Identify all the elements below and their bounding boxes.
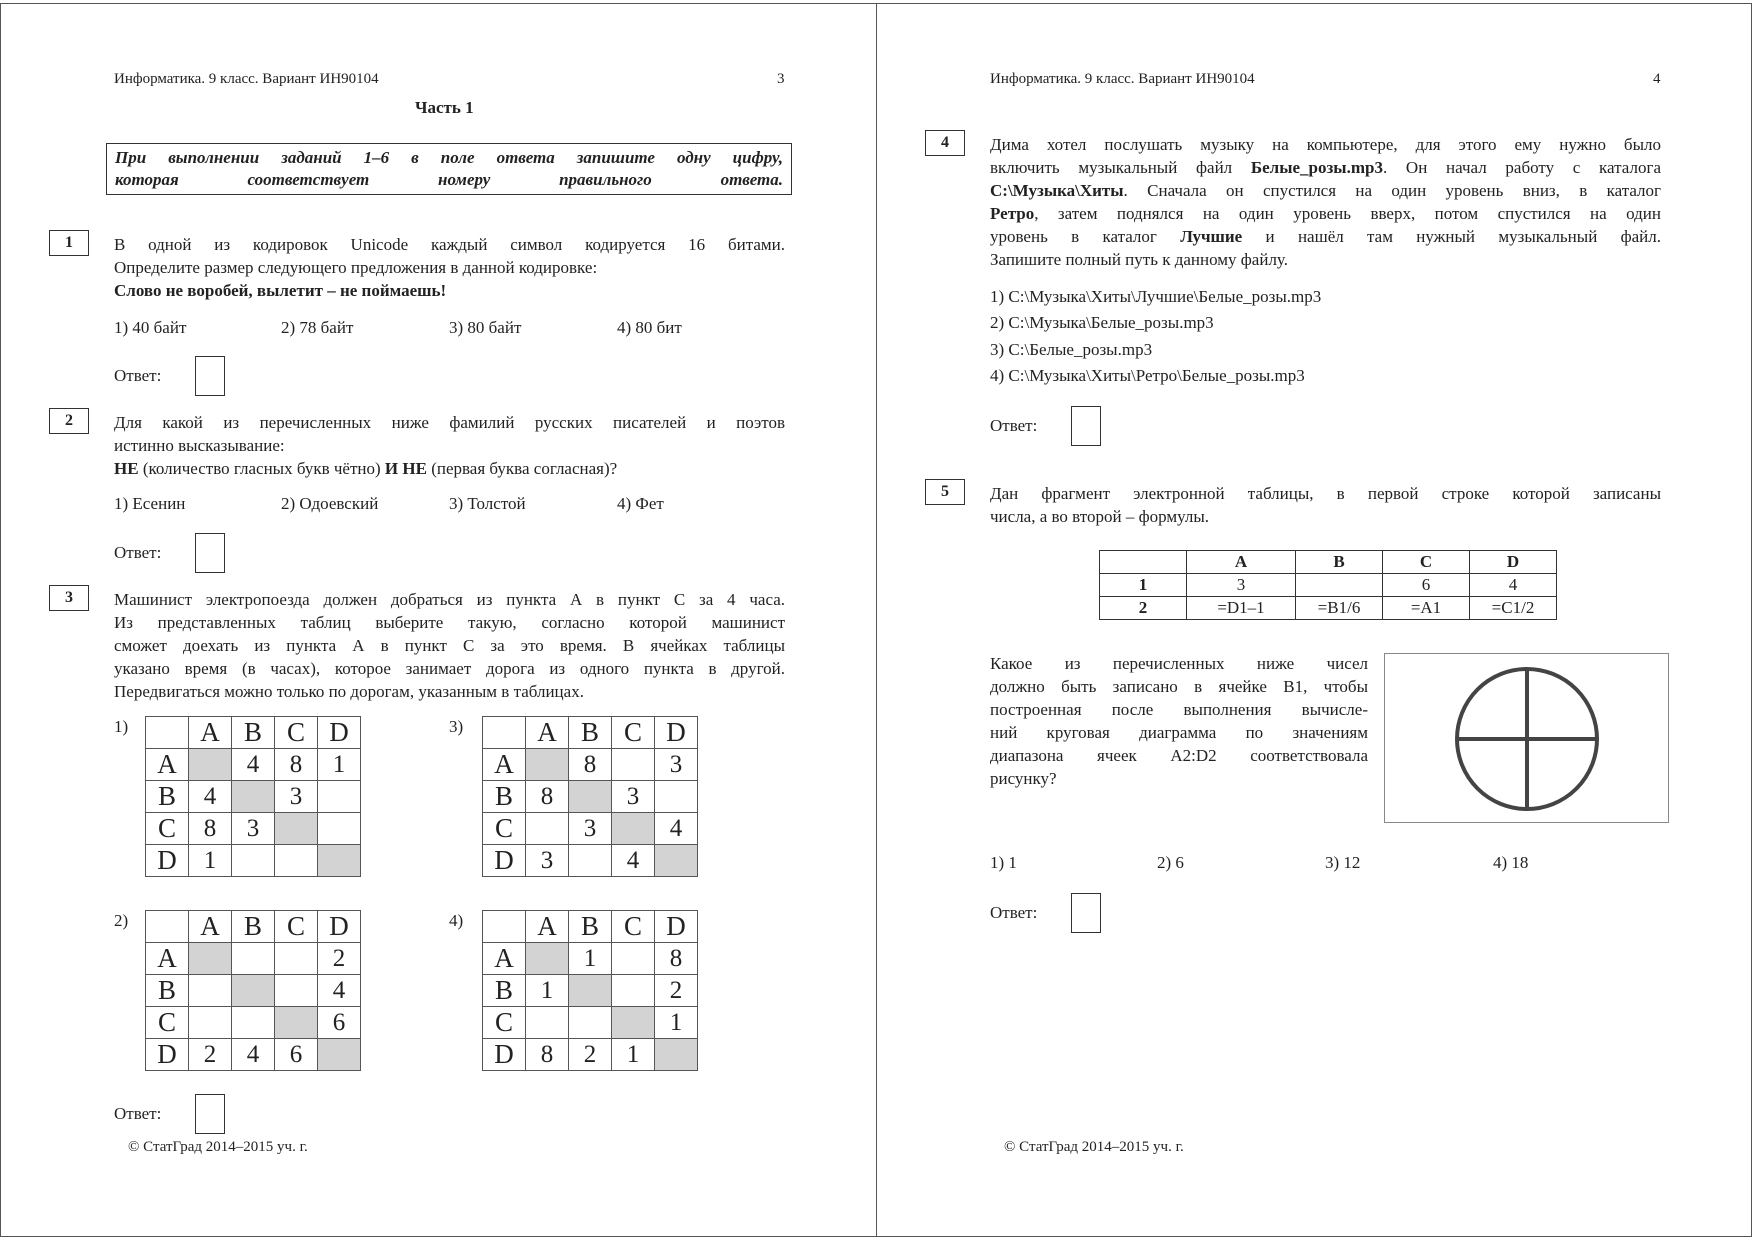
table-cell: A bbox=[483, 749, 526, 781]
table-cell: 8 bbox=[526, 1039, 569, 1071]
table-cell: 3 bbox=[232, 813, 275, 845]
table-cell: B bbox=[232, 911, 275, 943]
question-1-number: 1 bbox=[49, 230, 89, 256]
table-cell bbox=[232, 943, 275, 975]
text-line: Передвигаться можно только по дорогам, указанным в таблицах. bbox=[114, 682, 584, 701]
text-line: Дан фрагмент электронной таблицы, в первой строке которой записаны bbox=[990, 484, 1661, 503]
pie-chart-icon bbox=[1385, 654, 1668, 822]
text-line: сможет доехать из пункта А в пункт С за это время. В ячейках таблицы bbox=[114, 636, 785, 655]
table-option-label: 4) bbox=[449, 911, 464, 930]
text-part: уровень в каталог bbox=[990, 227, 1181, 246]
table-cell bbox=[526, 749, 569, 781]
question-1-option-4[interactable]: 4) 80 бит bbox=[617, 318, 682, 337]
question-5-text bbox=[990, 652, 1368, 790]
table-cell bbox=[275, 1007, 318, 1039]
question-4-text bbox=[990, 133, 1661, 271]
table-cell: 4 bbox=[189, 781, 232, 813]
sheet-cell: 6 bbox=[1383, 574, 1470, 597]
question-5-option-4[interactable]: 4) 18 bbox=[1493, 853, 1529, 872]
table-cell bbox=[612, 1007, 655, 1039]
table-cell bbox=[612, 943, 655, 975]
table-cell: 1 bbox=[612, 1039, 655, 1071]
table-cell: D bbox=[318, 717, 361, 749]
table-cell bbox=[232, 1007, 275, 1039]
table-cell: D bbox=[146, 845, 189, 877]
question-5-number: 5 bbox=[925, 479, 965, 505]
table-cell: A bbox=[146, 749, 189, 781]
table-cell: 2 bbox=[189, 1039, 232, 1071]
text-part: . Сначала он спустился на один уровень вниз, в каталог bbox=[1123, 181, 1661, 200]
text-line: построенная после выполнения вычисле- bbox=[990, 700, 1368, 719]
table-cell bbox=[526, 943, 569, 975]
question-2-condition bbox=[114, 457, 785, 480]
table-cell: C bbox=[275, 911, 318, 943]
table-cell bbox=[569, 781, 612, 813]
text-line: Определите размер следующего предложения в данной кодировке: bbox=[114, 258, 598, 277]
text-part: , затем поднялся на один уровень вверх, потом спустился на один bbox=[1034, 204, 1661, 223]
table-cell: B bbox=[569, 911, 612, 943]
table-cell: B bbox=[146, 975, 189, 1007]
text-line: ний круговая диаграмма по значениям bbox=[990, 723, 1368, 742]
table-cell: C bbox=[612, 717, 655, 749]
table-cell: C bbox=[146, 813, 189, 845]
question-5-option-3[interactable]: 3) 12 bbox=[1325, 853, 1361, 872]
distance-table-3 bbox=[482, 716, 698, 877]
table-cell: 1 bbox=[318, 749, 361, 781]
table-cell bbox=[189, 749, 232, 781]
table-cell: 1 bbox=[655, 1007, 698, 1039]
question-5-option-1[interactable]: 1) 1 bbox=[990, 853, 1017, 872]
answer-label: Ответ: bbox=[114, 543, 162, 562]
table-cell bbox=[655, 781, 698, 813]
table-cell: 2 bbox=[655, 975, 698, 1007]
pie-chart-figure bbox=[1384, 653, 1669, 823]
table-cell bbox=[526, 1007, 569, 1039]
text-line: Дима хотел послушать музыку на компьютере, для этого ему нужно было bbox=[990, 135, 1661, 154]
question-1-answer-box[interactable] bbox=[195, 356, 225, 396]
question-4-option-3[interactable]: 3) С:\Белые_розы.mp3 bbox=[990, 340, 1153, 359]
table-cell: A bbox=[526, 911, 569, 943]
table-row bbox=[483, 1007, 698, 1039]
right-footer: © СтатГрад 2014–2015 уч. г. bbox=[1004, 1139, 1184, 1155]
table-option-label: 1) bbox=[114, 717, 129, 736]
question-3-answer-box[interactable] bbox=[195, 1094, 225, 1134]
table-option-label: 2) bbox=[114, 911, 129, 930]
table-cell bbox=[189, 1007, 232, 1039]
instruction-box bbox=[106, 143, 792, 195]
question-5-option-2[interactable]: 2) 6 bbox=[1157, 853, 1184, 872]
table-cell bbox=[483, 717, 526, 749]
table-row bbox=[146, 1039, 361, 1071]
text-line: должно быть записано в ячейке B1, чтобы bbox=[990, 677, 1368, 696]
table-cell: D bbox=[318, 911, 361, 943]
question-1-option-2[interactable]: 2) 78 байт bbox=[281, 318, 354, 337]
keyword-and-not: И НЕ bbox=[384, 459, 427, 478]
text-line: В одной из кодировок Unicode каждый символ кодируется 16 битами. bbox=[114, 235, 785, 254]
table-row bbox=[483, 813, 698, 845]
table-cell: B bbox=[483, 975, 526, 1007]
table-cell: 3 bbox=[569, 813, 612, 845]
question-1-option-1[interactable]: 1) 40 байт bbox=[114, 318, 187, 337]
table-row bbox=[146, 975, 361, 1007]
table-cell: 1 bbox=[189, 845, 232, 877]
table-row bbox=[483, 1039, 698, 1071]
sheet-cell: =D1–1 bbox=[1187, 597, 1296, 620]
text-line: диапазона ячеек A2:D2 соответствовала bbox=[990, 746, 1368, 765]
table-cell bbox=[569, 845, 612, 877]
question-5-answer-box[interactable] bbox=[1071, 893, 1101, 933]
table-cell: C bbox=[612, 911, 655, 943]
table-row bbox=[483, 975, 698, 1007]
table-cell: D bbox=[655, 717, 698, 749]
keyword-not: НЕ bbox=[114, 459, 139, 478]
table-cell bbox=[612, 813, 655, 845]
table-cell: D bbox=[655, 911, 698, 943]
table-cell: B bbox=[146, 781, 189, 813]
table-row bbox=[146, 781, 361, 813]
part-title: Часть 1 bbox=[415, 98, 474, 117]
table-cell bbox=[189, 975, 232, 1007]
condition-text: (количество гласных букв чётно) bbox=[138, 459, 385, 478]
sheet-cell: 4 bbox=[1470, 574, 1557, 597]
condition-text: (первая буква согласная)? bbox=[426, 459, 618, 478]
sheet-row bbox=[1100, 574, 1557, 597]
table-cell: 6 bbox=[318, 1007, 361, 1039]
sheet-cell: 2 bbox=[1100, 597, 1187, 620]
table-row bbox=[146, 813, 361, 845]
directory-retro: Ретро bbox=[990, 204, 1035, 223]
sheet-cell: 3 bbox=[1187, 574, 1296, 597]
table-cell: 3 bbox=[275, 781, 318, 813]
text-part: . Он начал работу с каталога bbox=[1382, 158, 1661, 177]
sheet-cell: =B1/6 bbox=[1296, 597, 1383, 620]
question-4-option-2[interactable]: 2) С:\Музыка\Белые_розы.mp3 bbox=[990, 313, 1214, 332]
file-name: Белые_розы.mp3 bbox=[1250, 158, 1383, 177]
answer-label: Ответ: bbox=[114, 1104, 162, 1123]
table-cell: D bbox=[483, 845, 526, 877]
table-cell bbox=[318, 845, 361, 877]
table-cell bbox=[318, 1039, 361, 1071]
table-row bbox=[483, 781, 698, 813]
instruction-line: которая соответствует номеру правильного ответа. bbox=[115, 170, 783, 189]
table-cell bbox=[275, 813, 318, 845]
start-directory: С:\Музыка\Хиты bbox=[990, 181, 1124, 200]
table-row bbox=[483, 911, 698, 943]
table-cell: 3 bbox=[526, 845, 569, 877]
table-cell bbox=[275, 975, 318, 1007]
table-cell: 1 bbox=[526, 975, 569, 1007]
text-line bbox=[990, 225, 1661, 248]
question-3-text bbox=[114, 588, 785, 703]
table-cell: 4 bbox=[318, 975, 361, 1007]
answer-label: Ответ: bbox=[990, 416, 1038, 435]
text-part: и нашёл там нужный музыкальный файл. bbox=[1242, 227, 1662, 246]
text-line bbox=[990, 156, 1661, 179]
table-cell: 4 bbox=[232, 749, 275, 781]
table-cell: C bbox=[275, 717, 318, 749]
sheet-cell: A bbox=[1187, 551, 1296, 574]
table-cell bbox=[526, 813, 569, 845]
table-row bbox=[146, 845, 361, 877]
table-cell bbox=[612, 975, 655, 1007]
table-option-label: 3) bbox=[449, 717, 464, 736]
table-cell: 6 bbox=[275, 1039, 318, 1071]
question-4-option-4[interactable]: 4) С:\Музыка\Хиты\Ретро\Белые_розы.mp3 bbox=[990, 366, 1305, 385]
answer-label: Ответ: bbox=[990, 903, 1038, 922]
table-cell: 3 bbox=[612, 781, 655, 813]
table-cell: D bbox=[146, 1039, 189, 1071]
table-cell: 2 bbox=[569, 1039, 612, 1071]
sheet-cell: 1 bbox=[1100, 574, 1187, 597]
table-cell: A bbox=[526, 717, 569, 749]
distance-table-1 bbox=[145, 716, 361, 877]
text-part: включить музыкальный файл bbox=[990, 158, 1251, 177]
table-row bbox=[146, 717, 361, 749]
table-cell: D bbox=[483, 1039, 526, 1071]
table-cell: 8 bbox=[655, 943, 698, 975]
table-cell: C bbox=[483, 813, 526, 845]
sheet-cell: =A1 bbox=[1383, 597, 1470, 620]
question-1-option-3[interactable]: 3) 80 байт bbox=[449, 318, 522, 337]
table-row bbox=[146, 1007, 361, 1039]
question-2-text bbox=[114, 411, 785, 480]
table-cell bbox=[275, 943, 318, 975]
distance-table-4 bbox=[482, 910, 698, 1071]
table-cell: 3 bbox=[655, 749, 698, 781]
question-2-option-4[interactable]: 4) Фет bbox=[617, 494, 664, 513]
directory-best: Лучшие bbox=[1180, 227, 1243, 246]
table-row bbox=[483, 717, 698, 749]
table-row bbox=[146, 749, 361, 781]
table-row bbox=[483, 845, 698, 877]
question-2-option-3[interactable]: 3) Толстой bbox=[449, 494, 526, 513]
table-cell bbox=[612, 749, 655, 781]
text-line bbox=[990, 179, 1661, 202]
sheet-row bbox=[1100, 597, 1557, 620]
table-cell bbox=[232, 975, 275, 1007]
table-cell bbox=[569, 1007, 612, 1039]
table-cell bbox=[483, 911, 526, 943]
sheet-cell: B bbox=[1296, 551, 1383, 574]
table-row bbox=[146, 943, 361, 975]
text-line: Для какой из перечисленных ниже фамилий русских писателей и поэтов bbox=[114, 413, 785, 432]
table-cell bbox=[655, 1039, 698, 1071]
instruction-line: При выполнении заданий 1–6 в поле ответа запишите одну цифру, bbox=[115, 148, 783, 167]
table-cell bbox=[189, 943, 232, 975]
table-cell: A bbox=[189, 911, 232, 943]
sheet-cell: =C1/2 bbox=[1470, 597, 1557, 620]
table-cell bbox=[146, 717, 189, 749]
table-cell bbox=[655, 845, 698, 877]
table-cell: 4 bbox=[232, 1039, 275, 1071]
sheet-cell: C bbox=[1383, 551, 1470, 574]
text-line: Из представленных таблиц выберите такую, согласно которой машинист bbox=[114, 613, 785, 632]
table-cell: B bbox=[569, 717, 612, 749]
table-cell: B bbox=[483, 781, 526, 813]
text-line: Запишите полный путь к данному файлу. bbox=[990, 250, 1288, 269]
question-4-answer-box[interactable] bbox=[1071, 406, 1101, 446]
distance-table-2 bbox=[145, 910, 361, 1071]
answer-label: Ответ: bbox=[114, 366, 162, 385]
table-cell bbox=[232, 845, 275, 877]
table-cell: A bbox=[146, 943, 189, 975]
left-page-number: 3 bbox=[777, 71, 785, 87]
table-cell: B bbox=[232, 717, 275, 749]
table-cell: 4 bbox=[655, 813, 698, 845]
text-line bbox=[990, 202, 1661, 225]
left-page-header: Информатика. 9 класс. Вариант ИН90104 bbox=[114, 71, 379, 87]
table-cell: 8 bbox=[275, 749, 318, 781]
sheet-cell: D bbox=[1470, 551, 1557, 574]
table-cell bbox=[146, 911, 189, 943]
text-line: рисунку? bbox=[990, 769, 1057, 788]
question-1-sentence: Слово не воробей, вылетит – не поймаешь! bbox=[114, 281, 447, 300]
table-cell: 2 bbox=[318, 943, 361, 975]
question-1-text bbox=[114, 233, 785, 302]
question-4-number: 4 bbox=[925, 130, 965, 156]
question-2-number: 2 bbox=[49, 408, 89, 434]
question-4-option-1[interactable]: 1) С:\Музыка\Хиты\Лучшие\Белые_розы.mp3 bbox=[990, 287, 1322, 306]
spreadsheet-fragment bbox=[1099, 550, 1557, 620]
text-line: указано время (в часах), которое занимает дорога из одного пункта в другой. bbox=[114, 659, 785, 678]
text-line: Какое из перечисленных ниже чисел bbox=[990, 654, 1368, 673]
table-cell bbox=[569, 975, 612, 1007]
table-cell: 8 bbox=[189, 813, 232, 845]
question-2-answer-box[interactable] bbox=[195, 533, 225, 573]
left-footer: © СтатГрад 2014–2015 уч. г. bbox=[128, 1139, 308, 1155]
table-row bbox=[483, 943, 698, 975]
right-page-number: 4 bbox=[1653, 71, 1661, 87]
table-cell bbox=[232, 781, 275, 813]
page-divider bbox=[876, 3, 877, 1237]
table-cell bbox=[275, 845, 318, 877]
table-cell bbox=[318, 781, 361, 813]
table-cell: 4 bbox=[612, 845, 655, 877]
table-cell: 1 bbox=[569, 943, 612, 975]
table-cell: C bbox=[146, 1007, 189, 1039]
table-cell: 8 bbox=[569, 749, 612, 781]
question-2-option-1[interactable]: 1) Есенин bbox=[114, 494, 186, 513]
question-5-intro bbox=[990, 482, 1661, 528]
table-cell bbox=[318, 813, 361, 845]
sheet-cell bbox=[1100, 551, 1187, 574]
right-page-header: Информатика. 9 класс. Вариант ИН90104 bbox=[990, 71, 1255, 87]
text-line: истинно высказывание: bbox=[114, 436, 285, 455]
table-row bbox=[483, 749, 698, 781]
table-cell: C bbox=[483, 1007, 526, 1039]
table-cell: 8 bbox=[526, 781, 569, 813]
question-3-number: 3 bbox=[49, 585, 89, 611]
text-line: числа, а во второй – формулы. bbox=[990, 507, 1210, 526]
table-cell: A bbox=[483, 943, 526, 975]
text-line: Машинист электропоезда должен добраться из пункта А в пункт С за 4 часа. bbox=[114, 590, 785, 609]
sheet-row bbox=[1100, 551, 1557, 574]
table-row bbox=[146, 911, 361, 943]
table-cell: A bbox=[189, 717, 232, 749]
question-2-option-2[interactable]: 2) Одоевский bbox=[281, 494, 379, 513]
sheet-cell bbox=[1296, 574, 1383, 597]
